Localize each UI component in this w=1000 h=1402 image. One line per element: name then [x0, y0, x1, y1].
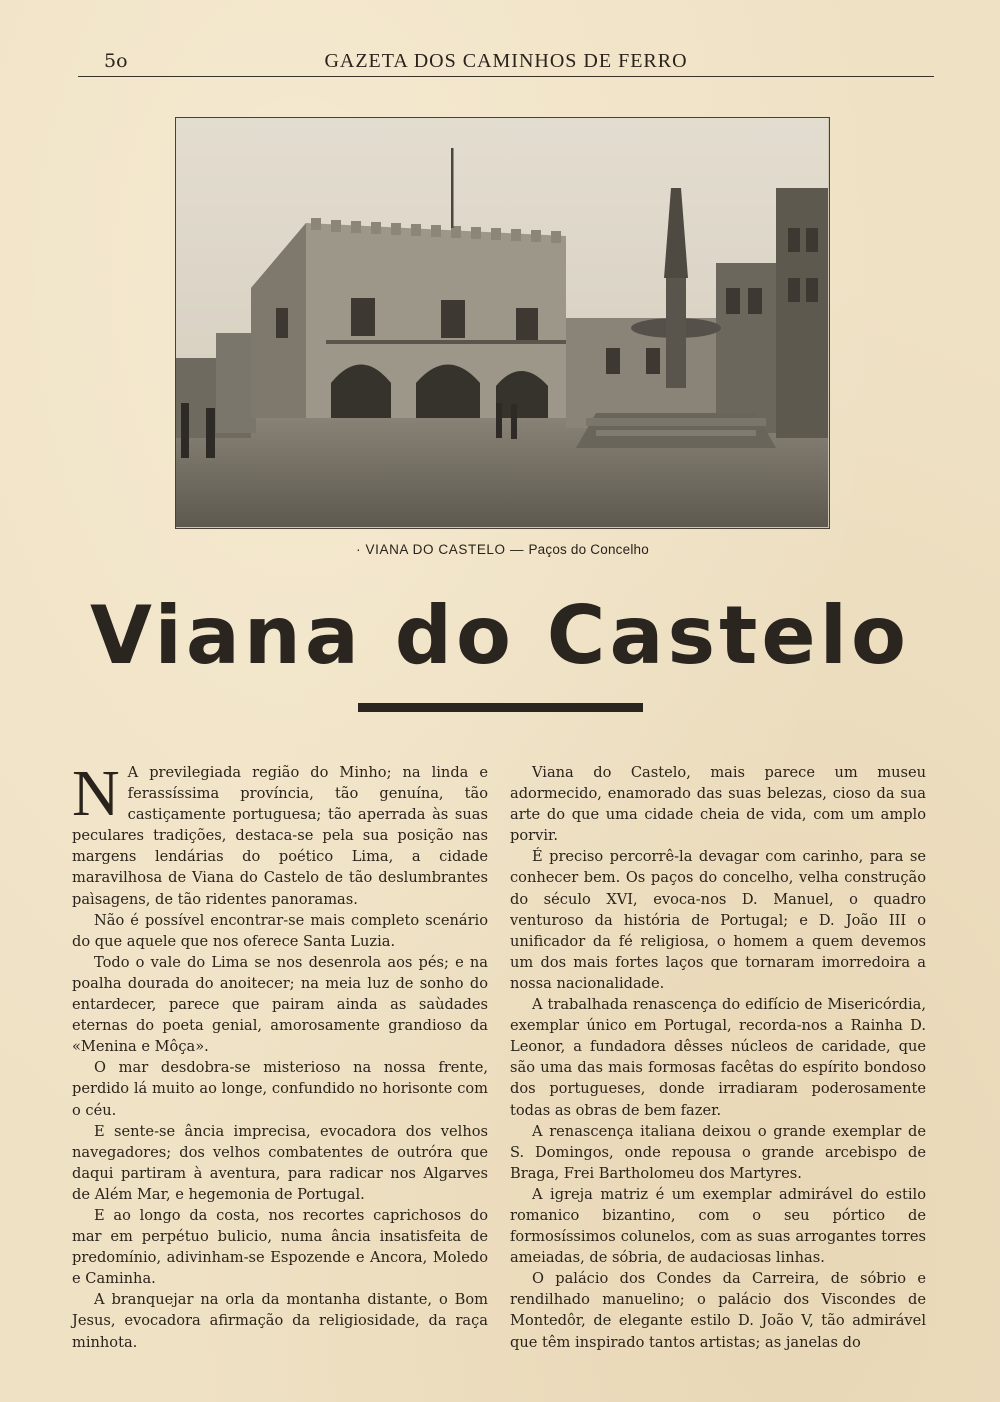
caption-place: · VIANA DO CASTELO —: [356, 542, 529, 557]
paragraph: O palácio dos Condes da Carreira, de sóbrio e rendilhado manuelino; o palácio dos Viscondes de Montedôr, de elegante estilo D. João V, tão admirável que têm inspirado tantos artistas; as janelas do: [510, 1270, 926, 1351]
article-column-left: [72, 757, 488, 1353]
paragraph: N A previlegiada região do Minho; na linda e ferassíssima província, tão genuína, tão castiçamente portuguesa; tão aperrada às suas peculares tradições, destaca-se pela sua posição nas margens lendárias do poético Lima, a cidade maravilhosa de Viana do Castelo de tão deslumbrantes paìsagens, de tão ridentes panoramas.: [72, 757, 488, 908]
drop-cap: N: [72, 757, 120, 830]
paragraph: A renascença italiana deixou o grande exemplar de S. Domingos, onde repousa o grande arcebispo de Braga, Frei Bartholomeu dos Martyres.: [510, 1122, 926, 1182]
town-hall-photo: [175, 117, 830, 529]
paragraph: E ao longo da costa, nos recortes caprichosos do mar em perpétuo bulicio, numa ância insatisfeita de predomínio, adivinham-se Espozende e Ancora, Moledo e Caminha.: [72, 1206, 488, 1288]
paragraph: Todo o vale do Lima se nos desenrola aos pés; e na poalha dourada do anoitecer; na meia luz de sonho do entardecer, parece que pairam ainda as saùdades eternas do poeta genial, amorosamente grandioso da «Menina e Môça».: [72, 953, 488, 1056]
page-number: 5o: [104, 50, 128, 72]
journal-title: GAZETA DOS CAMINHOS DE FERRO: [324, 50, 688, 72]
caption-subject: Paços do Concelho: [528, 542, 649, 557]
photo-caption: [175, 542, 830, 557]
paragraph: A igreja matriz é um exemplar admirável do estilo romanico bizantino, com o seu pórtico de formosíssimos colunelos, com as suas arrogantes torres ameiadas, de sóbria, de audaciosas linhas.: [510, 1185, 926, 1267]
paragraph: Não é possível encontrar-se mais completo scenário do que aquele que nos oferece Santa Luzia.: [72, 911, 488, 950]
page-header: [78, 44, 934, 77]
paragraph: A branquejar na orla da montanha distante, o Bom Jesus, evocadora afirmação da religiosidade, da raça minhota.: [72, 1291, 488, 1351]
paragraph: O mar desdobra-se misterioso na nossa frente, perdido lá muito ao longe, confundido no horisonte com o céu.: [72, 1059, 488, 1119]
article-column-right: [510, 762, 926, 1353]
title-rule: [358, 703, 643, 712]
paragraph: Viana do Castelo, mais parece um museu adormecido, enamorado das suas belezas, cioso da sua arte do que uma cidade cheia de vida, com um amplo porvir.: [510, 764, 926, 845]
paragraph: É preciso percorrê-la devagar com carinho, para se conhecer bem. Os paços do concelho, velha construção do século XVI, evoca-nos D. Manuel, o quadro venturoso da história de Portugal; e D. João III o unificador da fé religiosa, o homem a quem devemos um dos mais fortes laços que tornaram imorredoira a nossa nacionalidade.: [510, 848, 926, 992]
article-title: Viana do Castelo: [90, 589, 910, 682]
paragraph: E sente-se ância imprecisa, evocadora dos velhos navegadores; dos velhos combatentes de outróra que daqui partiram à aventura, para radicar nos Algarves de Além Mar, e hegemonia de Portugal.: [72, 1122, 488, 1203]
paragraph: A trabalhada renascença do edifício de Misericórdia, exemplar único em Portugal, recorda-nos a Rainha D. Leonor, a fundadora dêsses núcleos de caridade, que são uma das mais formosas facêtas do espírito bondoso dos portugueses, donde irradiaram poderosamente todas as obras de bem fazer.: [510, 996, 926, 1119]
